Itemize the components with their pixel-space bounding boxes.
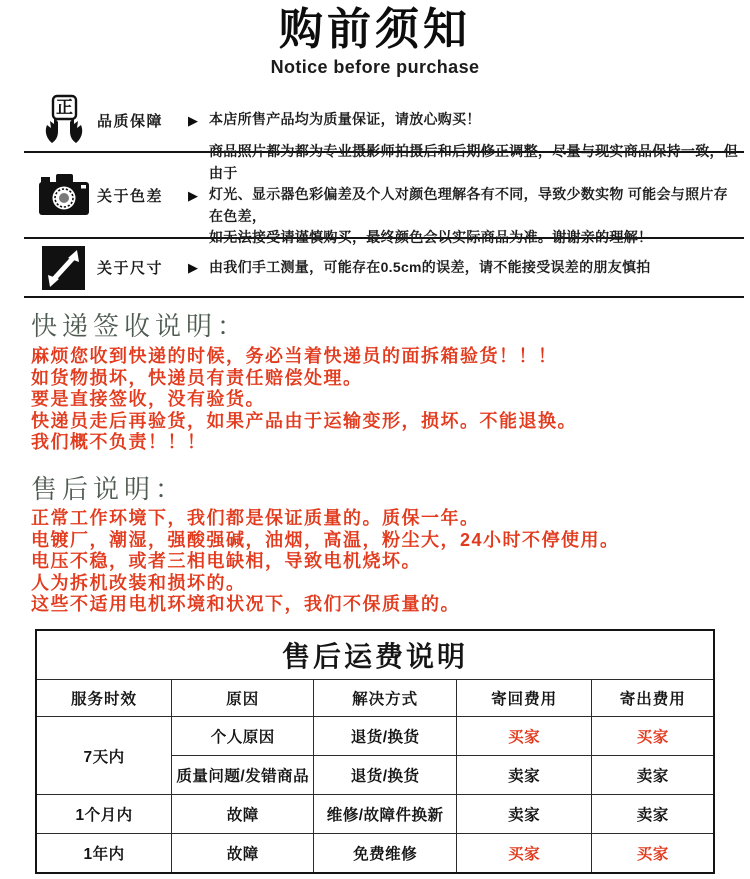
- aftersales-line: 电镀厂，潮湿，强酸强碱，油烟，高温，粉尘大，24小时不停使用。: [31, 529, 620, 550]
- notice-line: 灯光、显示器色彩偏差及个人对颜色理解各有不同，导致少数实物 可能会与照片存在色差，: [209, 186, 728, 224]
- page-subtitle: Notice before purchase: [270, 57, 480, 77]
- table-header-row: [36, 680, 714, 717]
- delivery-line: 如货物损坏，快递员有责任赔偿处理。: [31, 367, 363, 388]
- cell-service-time: 1个月内: [36, 795, 172, 834]
- notice-label-size: 关于尺寸: [97, 260, 164, 277]
- cell-return-fee: 买家: [456, 717, 592, 756]
- cell-solution: 退货/换货: [314, 717, 456, 756]
- notice-line: 本店所售产品均为质量保证，请放心购买！: [209, 111, 481, 128]
- diagonal-resize-arrow-icon-svg: [39, 244, 89, 292]
- delivery-section: [31, 310, 750, 454]
- page-title: 购前须知: [279, 5, 471, 54]
- aftersales-line: 正常工作环境下，我们都是保证质量的。质保一年。: [31, 507, 480, 528]
- aftersales-fee-table: [35, 629, 715, 874]
- hands-holding-genuine-icon: [36, 94, 92, 146]
- cell-send-fee: 卖家: [592, 795, 714, 834]
- column-header-service-time: 服务时效: [36, 680, 172, 717]
- table-title-row: [36, 630, 714, 680]
- aftersales-line: 人为拆机改装和损坏的。: [31, 572, 246, 593]
- divider: [24, 296, 744, 298]
- cell-reason: 质量问题/发错商品: [172, 756, 314, 795]
- table-row: [36, 834, 714, 873]
- cell-solution: 退货/换货: [314, 756, 456, 795]
- notice-label-quality: 品质保障: [97, 112, 164, 130]
- table-row: [36, 717, 714, 756]
- cell-reason: 个人原因: [172, 717, 314, 756]
- triangle-bullet-icon: ▶: [188, 260, 198, 275]
- cell-solution: 免费维修: [314, 834, 456, 873]
- column-header-reason: 原因: [172, 680, 314, 717]
- column-header-solution: 解决方式: [314, 680, 456, 717]
- notice-line: 由我们手工测量，可能存在0.5cm的误差，请不能接受误差的朋友慎拍: [209, 258, 651, 275]
- table-row: [36, 795, 714, 834]
- notice-line: 如无法接受请谨慎购买，最终颜色会以实际商品为准。谢谢亲的理解！: [209, 229, 653, 246]
- delivery-line: 我们概不负责！！！: [31, 432, 207, 453]
- camera-icon: [36, 172, 92, 218]
- notice-row-color: [0, 143, 750, 246]
- hands-holding-genuine-icon-svg: [38, 94, 90, 146]
- aftersales-line: 这些不适用电机环境和状况下，我们不保质量的。: [31, 594, 460, 615]
- triangle-bullet-icon: ▶: [188, 187, 198, 203]
- cell-reason: 故障: [172, 795, 314, 834]
- notice-label-color: 关于色差: [97, 187, 164, 205]
- cell-solution: 维修/故障件换新: [314, 795, 456, 834]
- column-header-return-fee: 寄回费用: [456, 680, 592, 717]
- notice-line: 商品照片都为都为专业摄影师拍摄后和后期修正调整，尽量与现实商品保持一致，但由于: [209, 143, 739, 181]
- notice-text-size: [209, 257, 740, 279]
- column-header-send-fee: 寄出费用: [592, 680, 714, 717]
- page-header: [0, 0, 750, 78]
- cell-service-time: 7天内: [36, 717, 172, 795]
- aftersales-section: [31, 473, 750, 616]
- delivery-line: 麻烦您收到快递的时候，务必当着快递员的面拆箱验货！！！: [31, 346, 558, 366]
- delivery-line: 要是直接签收，没有验货。: [31, 389, 265, 410]
- cell-return-fee: 卖家: [456, 795, 592, 834]
- cell-return-fee: 卖家: [456, 756, 592, 795]
- table-title: 售后运费说明: [36, 630, 714, 680]
- aftersales-section-heading: 售后说明：: [31, 473, 187, 504]
- delivery-section-heading: 快递签收说明：: [31, 311, 249, 341]
- triangle-bullet-icon: ▶: [188, 112, 198, 128]
- delivery-line: 快递员走后再验货，如果产品由于运输变形，损坏。不能退换。: [31, 410, 577, 431]
- camera-icon-svg: [37, 172, 91, 218]
- diagonal-resize-arrow-icon: [36, 244, 92, 292]
- cell-return-fee: 买家: [456, 834, 592, 873]
- cell-send-fee: 买家: [592, 834, 714, 873]
- notice-text-quality: [209, 109, 740, 131]
- cell-send-fee: 卖家: [592, 756, 714, 795]
- aftersales-line: 电压不稳，或者三相电缺相，导致电机烧坏。: [31, 551, 421, 572]
- cell-reason: 故障: [172, 834, 314, 873]
- notice-text-color: [209, 141, 740, 249]
- cell-service-time: 1年内: [36, 834, 172, 873]
- cell-send-fee: 买家: [592, 717, 714, 756]
- svg-text:正: 正: [56, 98, 73, 118]
